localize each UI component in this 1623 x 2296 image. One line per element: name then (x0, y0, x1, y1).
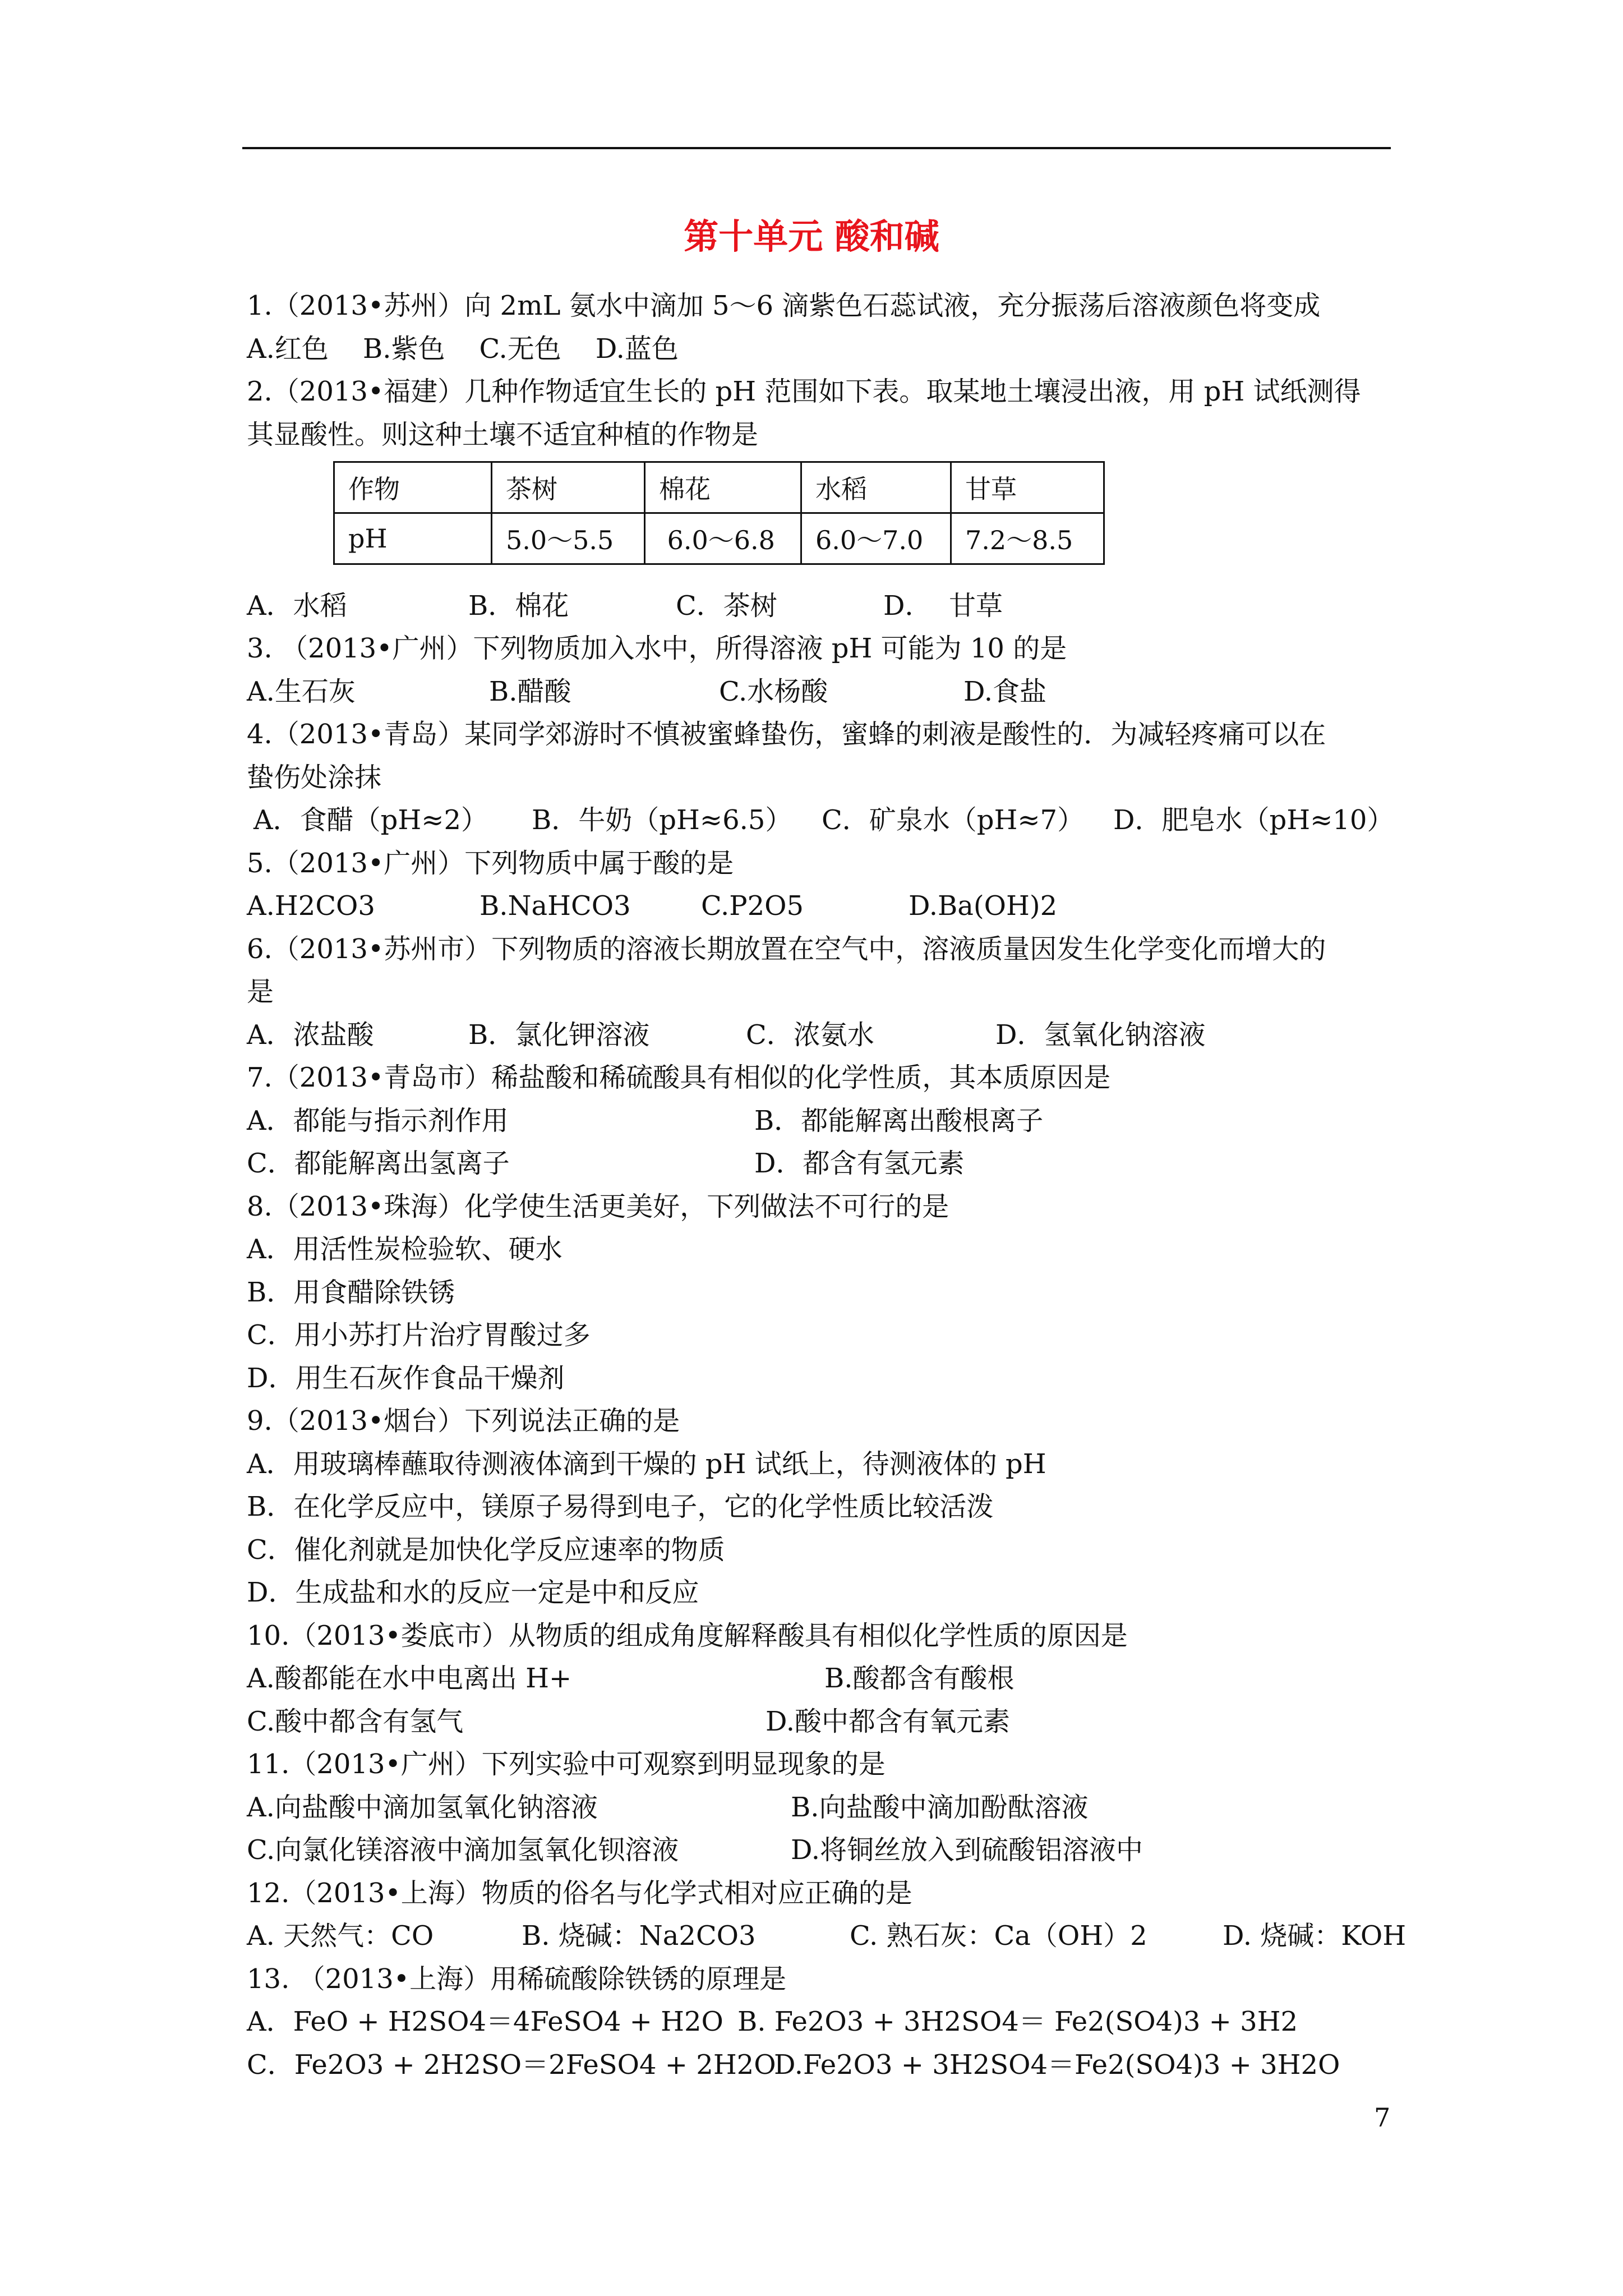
q4-stem-line2: 蛰伤处涂抹 (247, 762, 382, 793)
table-cell: 作物 (334, 462, 492, 513)
q8-stem: 8.（2013•珠海）化学使生活更美好，下列做法不可行的是 (247, 1191, 949, 1222)
q11-option-d: D.将铜丝放入到硫酸铝溶液中 (791, 1834, 1144, 1866)
q8-option-a: A．用活性炭检验软、硬水 (247, 1234, 562, 1265)
q13-option-a: A．FeO + H2SO4＝4FeSO4 + H2O (247, 2006, 723, 2037)
table-cell: pH (334, 513, 492, 564)
q12-option-b: B. 烧碱：Na2CO3 (522, 1920, 756, 1952)
q11-stem: 11.（2013•广州）下列实验中可观察到明显现象的是 (247, 1749, 886, 1780)
q6-stem-line2: 是 (247, 976, 274, 1007)
q7-stem: 7.（2013•青岛市）稀盐酸和稀硫酸具有相似的化学性质，其本质原因是 (247, 1062, 1111, 1093)
q2-stem-line2: 其显酸性。则这种土壤不适宜种植的作物是 (247, 419, 759, 450)
q12-option-c: C. 熟石灰：Ca（OH）2 (850, 1920, 1147, 1952)
q10-option-d: D.酸中都含有氧元素 (766, 1706, 1011, 1737)
q7-option-c: C．都能解离出氢离子 (247, 1148, 510, 1179)
q3-option-c: C.水杨酸 (719, 676, 828, 707)
q8-option-d: D．用生石灰作食品干燥剂 (247, 1363, 565, 1394)
q9-option-a: A．用玻璃棒蘸取待测液体滴到干燥的 pH 试纸上，待测液体的 pH (247, 1448, 1046, 1480)
page-number: 7 (1374, 2102, 1391, 2133)
q13-option-d: D.Fe2O3 + 3H2SO4＝Fe2(SO4)3 + 3H2O (774, 2049, 1340, 2081)
q4-option-d: D．肥皂水（pH≈10） (1113, 804, 1394, 836)
q11-option-c: C.向氯化镁溶液中滴加氢氧化钡溶液 (247, 1834, 679, 1866)
q10-option-a: A.酸都能在水中电离出 H+ (247, 1663, 572, 1694)
table-row (334, 513, 1104, 564)
q4-option-c: C．矿泉水（pH≈7） (822, 804, 1085, 836)
q3-stem: 3. （2013•广州）下列物质加入水中，所得溶液 pH 可能为 10 的是 (247, 633, 1067, 664)
q9-option-d: D．生成盐和水的反应一定是中和反应 (247, 1577, 699, 1608)
table-cell: 茶树 (492, 462, 645, 513)
q4-stem-line1: 4.（2013•青岛）某同学郊游时不慎被蜜蜂蛰伤，蜜蜂的刺液是酸性的．为减轻疼痛可以在 (247, 719, 1326, 750)
q13-stem: 13. （2013•上海）用稀硫酸除铁锈的原理是 (247, 1963, 787, 1995)
ph-table (333, 461, 1105, 565)
q10-option-b: B.酸都含有酸根 (824, 1663, 1015, 1694)
table-cell: 6.0～6.8 (645, 513, 801, 564)
q8-option-b: B．用食醋除铁锈 (247, 1277, 455, 1308)
q11-option-a: A.向盐酸中滴加氢氧化钠溶液 (247, 1792, 598, 1823)
q5-option-c: C.P2O5 (701, 890, 804, 922)
q2-stem-line1: 2.（2013•福建）几种作物适宜生长的 pH 范围如下表。取某地土壤浸出液，用 pH 试纸测得 (247, 376, 1361, 407)
table-row (334, 462, 1104, 513)
q2-option-b: B．棉花 (468, 590, 569, 622)
q7-option-a: A．都能与指示剂作用 (247, 1105, 509, 1137)
q5-option-d: D.Ba(OH)2 (909, 890, 1058, 922)
q12-option-a: A. 天然气：CO (247, 1920, 434, 1952)
q10-option-c: C.酸中都含有氢气 (247, 1706, 464, 1737)
q6-option-d: D．氢氧化钠溶液 (995, 1019, 1206, 1051)
q12-stem: 12.（2013•上海）物质的俗名与化学式相对应正确的是 (247, 1878, 912, 1909)
q8-option-c: C．用小苏打片治疗胃酸过多 (247, 1319, 591, 1351)
q5-option-b: B.NaHCO3 (479, 890, 631, 922)
q7-option-d: D．都含有氢元素 (754, 1148, 965, 1179)
q3-option-a: A.生石灰 (247, 676, 356, 707)
q13-option-b: B. Fe2O3 + 3H2SO4＝ Fe2(SO4)3 + 3H2 (737, 2006, 1298, 2037)
q5-stem: 5.（2013•广州）下列物质中属于酸的是 (247, 848, 734, 879)
q10-stem: 10.（2013•娄底市）从物质的组成角度解释酸具有相似化学性质的原因是 (247, 1620, 1128, 1651)
q6-stem-line1: 6.（2013•苏州市）下列物质的溶液长期放置在空气中，溶液质量因发生化学变化而增大的 (247, 933, 1326, 965)
q12-option-d: D. 烧碱：KOH (1223, 1920, 1407, 1952)
q3-option-b: B.醋酸 (489, 676, 571, 707)
q1-stem: 1.（2013•苏州）向 2mL 氨水中滴加 5～6 滴紫色石蕊试液，充分振荡后溶液颜色将变成 (247, 290, 1321, 321)
q3-option-d: D.食盐 (963, 676, 1047, 707)
q2-option-a: A．水稻 (247, 590, 347, 622)
q7-option-b: B．都能解离出酸根离子 (754, 1105, 1044, 1137)
q9-option-c: C．催化剂就是加快化学反应速率的物质 (247, 1534, 725, 1566)
q5-option-a: A.H2CO3 (247, 890, 375, 922)
q1-options: A.红色 B.紫色 C.无色 D.蓝色 (247, 333, 679, 365)
unit-title: 第十单元 酸和碱 (684, 216, 939, 257)
header-rule (242, 147, 1391, 149)
table-cell: 7.2～8.5 (951, 513, 1104, 564)
table-cell: 5.0～5.5 (492, 513, 645, 564)
q4-option-b: B．牛奶（pH≈6.5） (532, 804, 792, 836)
q9-stem: 9.（2013•烟台）下列说法正确的是 (247, 1405, 680, 1437)
q9-option-b: B．在化学反应中，镁原子易得到电子，它的化学性质比较活泼 (247, 1491, 994, 1522)
q11-option-b: B.向盐酸中滴加酚酞溶液 (791, 1792, 1089, 1823)
table-cell: 甘草 (951, 462, 1104, 513)
q13-option-c: C．Fe2O3 + 2H2SO＝2FeSO4 + 2H2O (247, 2049, 776, 2081)
table-cell: 棉花 (645, 462, 801, 513)
table-cell: 6.0～7.0 (801, 513, 951, 564)
q6-option-c: C．浓氨水 (746, 1019, 874, 1051)
q6-option-a: A．浓盐酸 (247, 1019, 374, 1051)
q2-option-c: C．茶树 (676, 590, 777, 622)
table-cell: 水稻 (801, 462, 951, 513)
q4-option-a: A．食醋（pH≈2） (253, 804, 488, 836)
q2-option-d: D． 甘草 (883, 590, 1003, 622)
q6-option-b: B．氯化钾溶液 (468, 1019, 650, 1051)
